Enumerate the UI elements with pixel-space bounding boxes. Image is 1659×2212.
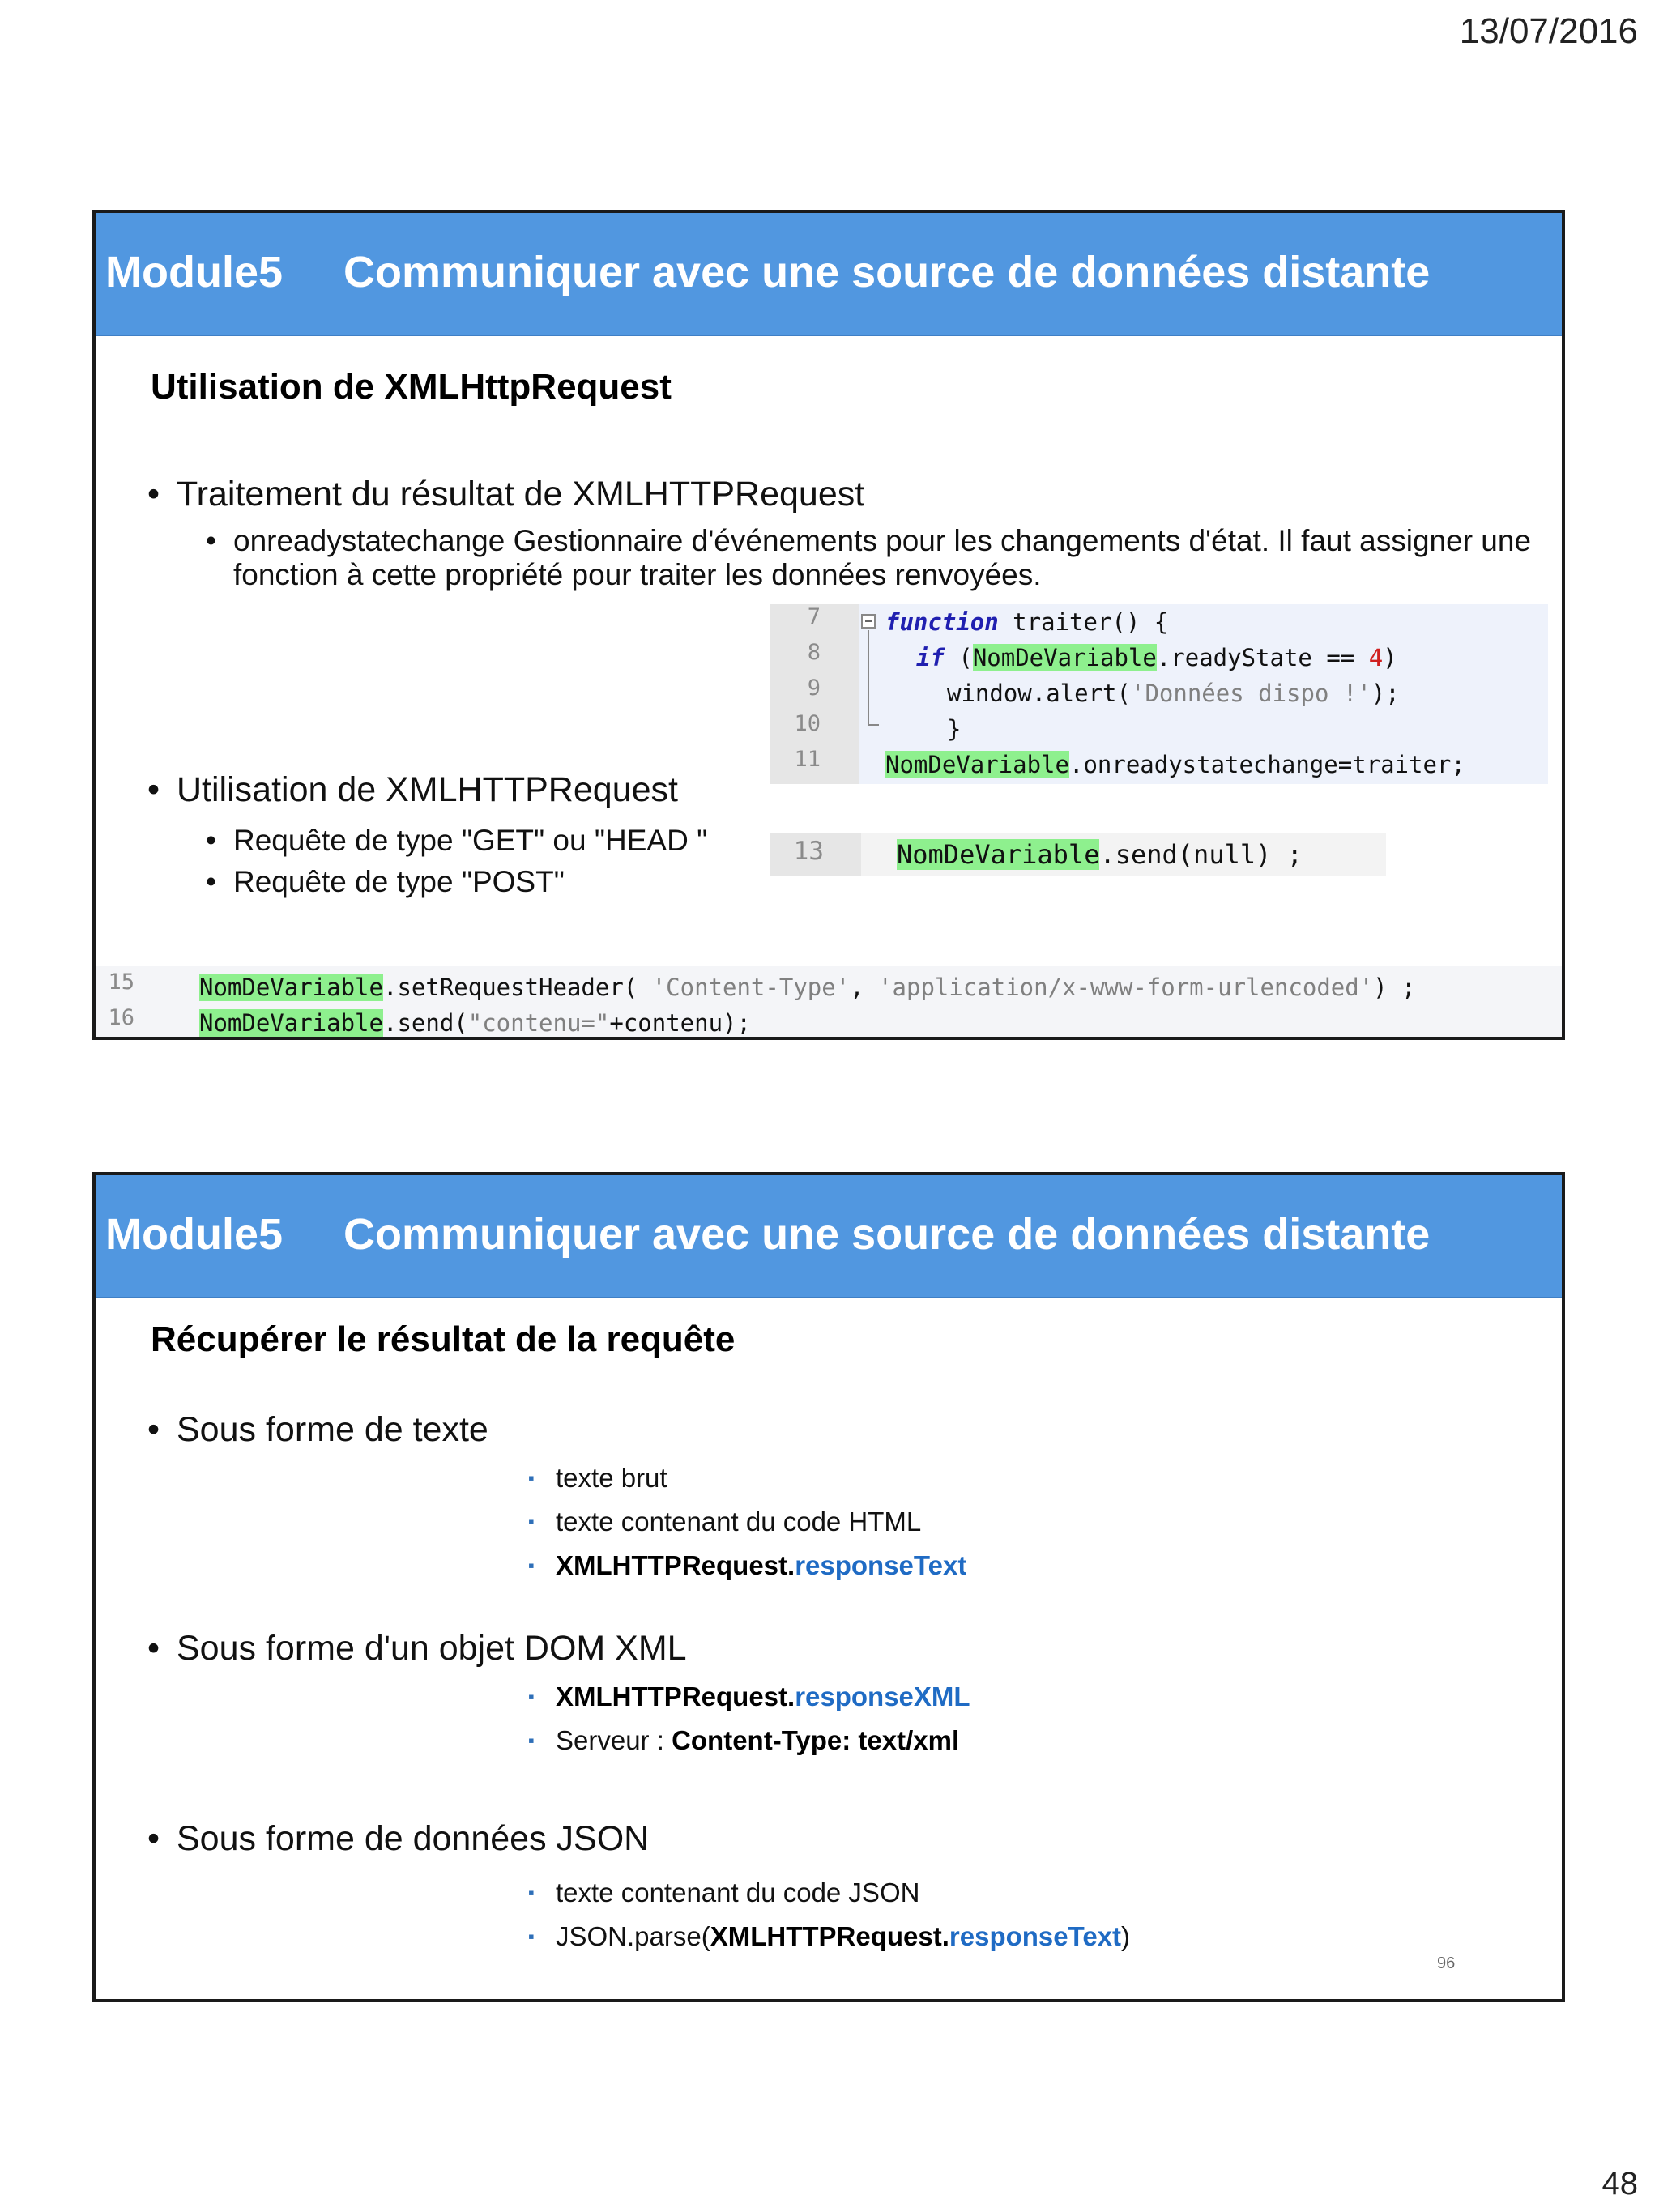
bullet-level1: • Utilisation de XMLHTTPRequest	[177, 770, 678, 810]
sub-item: ▪ XMLHTTPRequest.responseText	[556, 1550, 966, 1581]
bullet-level1: • Sous forme de texte	[177, 1410, 488, 1450]
fold-end	[868, 724, 879, 726]
sub-item: ▪ XMLHTTPRequest.responseXML	[556, 1681, 970, 1712]
slide-header	[96, 213, 1562, 336]
slide-title: Communiquer avec une source de données distante	[343, 1210, 1431, 1259]
sub-item: ▪ texte contenant du code HTML	[556, 1507, 921, 1537]
line-number: 15	[108, 970, 134, 995]
line-number: 16	[108, 1005, 134, 1030]
line-number: 7	[807, 604, 821, 629]
bullet-level2: • Requête de type "GET" ou "HEAD "	[233, 824, 707, 858]
code-block-post	[96, 966, 1565, 1040]
bullet-level2: • Requête de type "POST"	[233, 865, 565, 899]
sub-item: ▪ texte brut	[556, 1463, 667, 1494]
code-line: NomDeVariable.send("contenu="+contenu);	[199, 1009, 751, 1037]
code-line: NomDeVariable.setRequestHeader( 'Content-Type', 'application/x-www-form-urlencoded') ;	[199, 974, 1416, 1001]
fold-line	[868, 630, 869, 726]
code-line: }	[947, 715, 962, 743]
slide-subtitle: Utilisation de XMLHttpRequest	[151, 367, 672, 407]
slide-subtitle: Récupérer le résultat de la requête	[151, 1319, 736, 1359]
slide-2	[92, 1172, 1565, 2002]
code-line: if (NomDeVariable.readyState == 4)	[916, 644, 1397, 671]
bullet-level1: • Sous forme de données JSON	[177, 1819, 649, 1859]
code-line: NomDeVariable.onreadystatechange=traiter;	[885, 751, 1465, 778]
page-date: 13/07/2016	[1459, 11, 1638, 51]
line-number: 10	[794, 711, 821, 736]
code-line: window.alert('Données dispo !');	[947, 680, 1400, 707]
module-label: Module5	[105, 248, 284, 296]
code-line: function traiter() {	[885, 608, 1169, 636]
code-block-traiter	[770, 604, 1548, 784]
slide-title: Communiquer avec une source de données distante	[343, 248, 1431, 296]
code-line: NomDeVariable.send(null) ;	[897, 839, 1303, 870]
slide-page-number: 96	[1437, 1954, 1456, 1972]
fold-collapse-icon	[861, 614, 876, 629]
page-number: 48	[1601, 2166, 1638, 2201]
line-number: 13	[793, 837, 824, 866]
sub-item: ▪ Serveur : Content-Type: text/xml	[556, 1725, 959, 1756]
line-number: 11	[794, 747, 821, 772]
line-number: 9	[807, 676, 821, 701]
bullet-level1: • Sous forme d'un objet DOM XML	[177, 1629, 687, 1669]
sub-item: ▪ texte contenant du code JSON	[556, 1877, 919, 1908]
module-label: Module5	[105, 1210, 284, 1259]
slide-1	[92, 210, 1565, 1040]
slide-header	[96, 1175, 1562, 1298]
line-number: 8	[807, 640, 821, 665]
bullet-level1: • Traitement du résultat de XMLHTTPRequest	[177, 475, 864, 514]
sub-item: ▪ JSON.parse(XMLHTTPRequest.responseText)	[556, 1921, 1130, 1952]
bullet-level2: • onreadystatechange Gestionnaire d'événements pour les changements d'état. Il faut assigner une fonction à cette propriété pour traiter les données renvoyées.	[233, 524, 1546, 592]
code-block-send	[770, 833, 1386, 876]
